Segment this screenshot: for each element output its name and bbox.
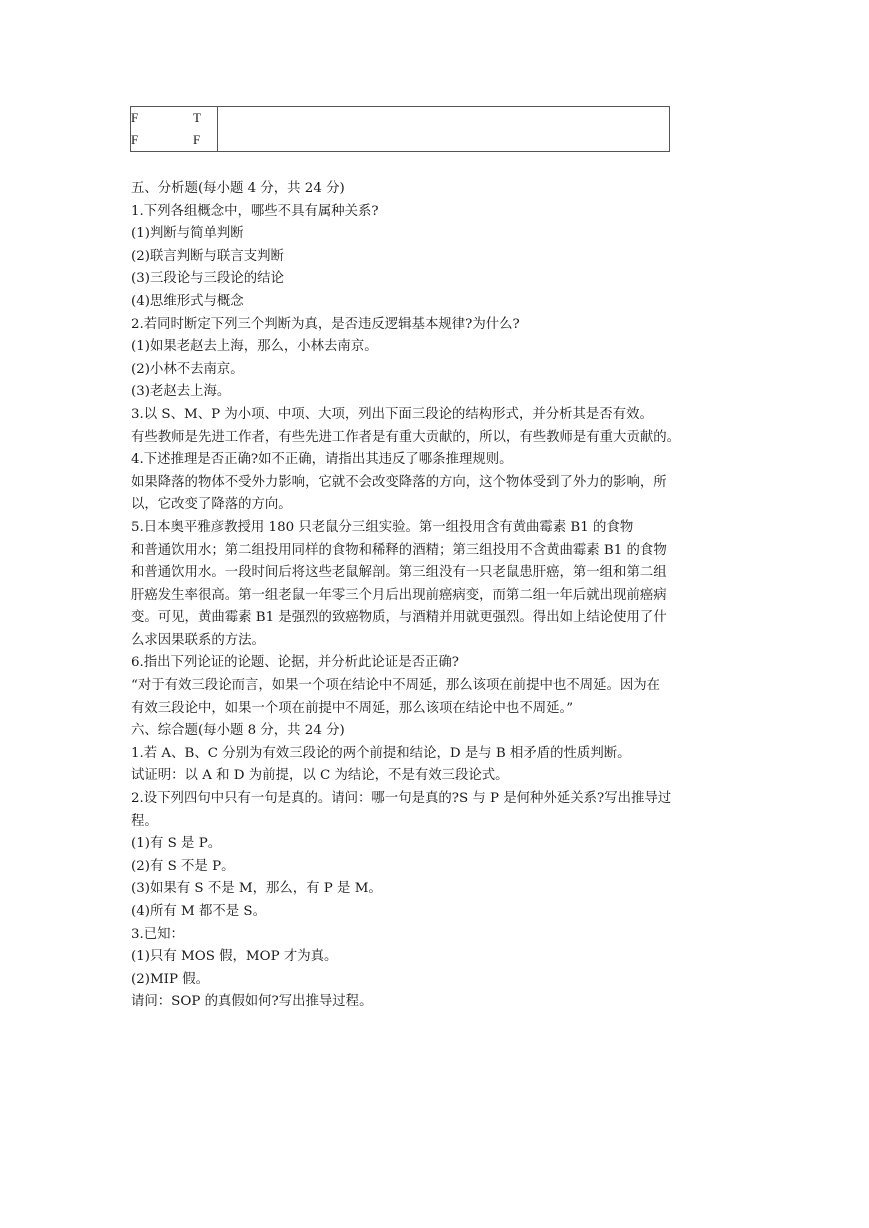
truth-value-cell: T	[193, 110, 201, 125]
truth-value-cell: F	[131, 132, 139, 147]
text-line: (1)有 S 是 P。	[131, 836, 222, 852]
text-line: 么求因果联系的方法。	[131, 632, 265, 648]
text-line: 有些教师是先进工作者，有些先进工作者是有重大贡献的，所以，有些教师是有重大贡献的。	[131, 429, 681, 445]
text-line: 和普通饮用水。一段时间后将这些老鼠解剖。第三组没有一只老鼠患肝癌，第一组和第二组	[131, 565, 667, 581]
text-line: 1.下列各组概念中，哪些不具有属种关系?	[131, 203, 379, 219]
text-line: “对于有效三段论而言，如果一个项在结论中不周延，那么该项在前提中也不周延。因为在	[131, 678, 661, 694]
text-line: 六、综合题(每小题 8 分，共 24 分)	[131, 723, 345, 739]
text-line: 以，它改变了降落的方向。	[131, 497, 292, 513]
text-line: 1.若 A、B、C 分别为有效三段论的两个前提和结论，D 是与 B 相矛盾的性质判断。	[131, 745, 631, 761]
table-divider	[217, 107, 218, 151]
text-line: 3.以 S、M、P 为小项、中项、大项，列出下面三段论的结构形式，并分析其是否有效。	[131, 406, 653, 422]
truth-table	[130, 106, 670, 152]
text-line: 请问：SOP 的真假如何?写出推导过程。	[131, 994, 373, 1010]
text-line: 2.设下列四句中只有一句是真的。请问：哪一句是真的?S 与 P 是何种外延关系?写出推导过	[131, 791, 672, 807]
text-line: 6.指出下列论证的论题、论据，并分析此论证是否正确?	[131, 655, 459, 671]
text-line: 肝癌发生率很高。第一组老鼠一年零三个月后出现前癌病变，而第二组一年后就出现前癌病	[131, 587, 667, 603]
text-line: 试证明：以 A 和 D 为前提，以 C 为结论，不是有效三段论式。	[131, 768, 509, 784]
text-line: (2)有 S 不是 P。	[131, 858, 235, 874]
truth-value-cell: F	[193, 132, 201, 147]
text-line: 如果降落的物体不受外力影响，它就不会改变降落的方向，这个物体受到了外力的影响，所	[131, 474, 667, 490]
text-line: (3)老赵去上海。	[131, 384, 231, 400]
text-line: (1)判断与简单判断	[131, 226, 244, 242]
text-line: (2)小林不去南京。	[131, 361, 244, 377]
text-line: 变。可见，黄曲霉素 B1 是强烈的致癌物质，与酒精并用就更强烈。得出如上结论使用了什	[131, 610, 667, 626]
text-line: (2)联言判断与联言支判断	[131, 248, 284, 264]
text-line: 4.下述推理是否正确?如不正确，请指出其违反了哪条推理规则。	[131, 452, 513, 468]
text-line: 2.若同时断定下列三个判断为真，是否违反逻辑基本规律?为什么?	[131, 316, 520, 332]
text-line: (4)所有 M 都不是 S。	[131, 904, 266, 919]
text-line: (3)如果有 S 不是 M，那么，有 P 是 M。	[131, 881, 382, 897]
text-line: (3)三段论与三段论的结论	[131, 271, 284, 287]
text-line: 3.已知：	[131, 926, 184, 942]
text-line: (1)如果老赵去上海，那么，小林去南京。	[131, 339, 378, 355]
text-line: (2)MIP 假。	[131, 971, 210, 987]
text-line: 五、分析题(每小题 4 分，共 24 分)	[131, 181, 345, 196]
text-line: 有效三段论中，如果一个项在前提中不周延，那么该项在结论中也不周延。”	[131, 700, 574, 716]
exam-questions	[131, 178, 743, 1014]
text-line: (4)思维形式与概念	[131, 293, 244, 309]
text-line: 程。	[131, 813, 158, 829]
text-line: (1)只有 MOS 假，MOP 才为真。	[131, 949, 338, 965]
text-line: 和普通饮用水；第二组投用同样的食物和稀释的酒精；第三组投用不含黄曲霉素 B1 的食物	[131, 542, 667, 558]
text-line: 5.日本奥平雅彦教授用 180 只老鼠分三组实验。第一组投用含有黄曲霉素 B1 的食物	[131, 519, 634, 535]
truth-value-cell: F	[131, 110, 139, 125]
